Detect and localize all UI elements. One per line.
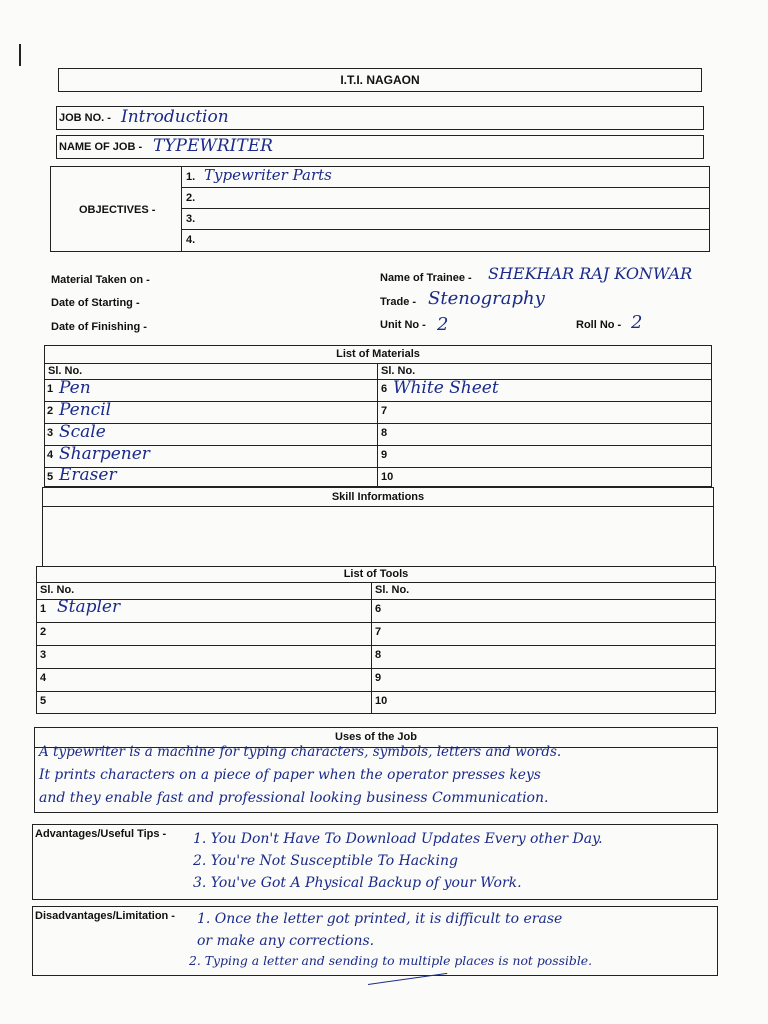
date-starting-label: Date of Starting - — [51, 297, 140, 309]
materials-table: List of Materials Sl. No. Sl. No. 1 Pen 2 Pencil 3 Scale 4 Sharpener 5 Eraser 6 White Sheet 7 8 9 10 — [44, 345, 712, 487]
materials-col-header-right: Sl. No. — [381, 365, 416, 377]
institute-title: I.T.I. NAGAON — [340, 73, 420, 87]
materials-title: List of Materials — [336, 348, 420, 360]
uses-title: Uses of the Job — [335, 731, 417, 743]
advantages-line-1: 1. You Don't Have To Download Updates Every other Day. — [193, 831, 603, 847]
trade-value: Stenography — [428, 288, 545, 309]
advantages-box — [32, 824, 718, 900]
tools-col-header-right: Sl. No. — [375, 584, 410, 596]
objectives-box — [50, 166, 710, 252]
advantages-label: Advantages/Useful Tips - — [35, 828, 167, 840]
material-item: White Sheet — [393, 378, 499, 398]
uses-line-2: It prints characters on a piece of paper when the operator presses keys — [39, 767, 541, 783]
job-no-label: JOB NO. - — [59, 112, 111, 124]
material-item: Scale — [59, 422, 106, 442]
trade-label: Trade - — [380, 296, 417, 308]
tools-col-header-left: Sl. No. — [40, 584, 75, 596]
objective-row-1: 1. Typewriter Parts — [182, 167, 709, 188]
header-box — [58, 68, 702, 92]
pen-mark — [19, 44, 21, 66]
disadvantages-box — [32, 906, 718, 976]
disadvantages-line-3: 2. Typing a letter and sending to multiple places is not possible. — [189, 953, 593, 968]
materials-col-header-left: Sl. No. — [48, 365, 83, 377]
job-name-label: NAME OF JOB - — [59, 141, 143, 153]
uses-line-1: A typewriter is a machine for typing characters, symbols, letters and words. — [39, 744, 562, 760]
uses-box — [34, 727, 718, 813]
roll-value: 2 — [631, 312, 643, 333]
objective-row-2: 2. — [182, 188, 709, 209]
unit-label: Unit No - — [380, 319, 426, 331]
objective-row-4: 4. — [186, 234, 196, 246]
trainee-label: Name of Trainee - — [380, 272, 472, 284]
job-name-value: TYPEWRITER — [153, 136, 273, 156]
job-name-box — [56, 135, 704, 159]
tools-title: List of Tools — [343, 568, 409, 580]
objectives-label: OBJECTIVES - — [79, 204, 156, 216]
objective-row-3: 3. — [182, 209, 709, 230]
advantages-line-3: 3. You've Got A Physical Backup of your Work. — [193, 875, 522, 891]
trainee-value: SHEKHAR RAJ KONWAR — [488, 264, 693, 283]
skills-box — [42, 487, 714, 567]
advantages-line-2: 2. You're Not Susceptible To Hacking — [193, 853, 458, 869]
disadvantages-line-2: or make any corrections. — [197, 933, 375, 949]
tools-table: List of Tools Sl. No. Sl. No. 1 Stapler 2 3 4 5 6 7 8 9 10 — [36, 566, 716, 714]
tool-item: Stapler — [57, 597, 121, 617]
uses-line-3: and they enable fast and professional looking business Communication. — [39, 790, 549, 806]
disadvantages-label: Disadvantages/Limitation - — [35, 910, 175, 922]
material-item: Sharpener — [59, 444, 150, 464]
roll-label: Roll No - — [576, 319, 622, 331]
objective-text-1: Typewriter Parts — [204, 166, 332, 184]
unit-value: 2 — [437, 314, 449, 335]
material-item: Pencil — [59, 400, 112, 420]
material-item: Pen — [59, 378, 91, 398]
material-taken-label: Material Taken on - — [51, 274, 150, 286]
job-no-value: Introduction — [121, 107, 229, 127]
date-finishing-label: Date of Finishing - — [51, 321, 147, 333]
skills-title: Skill Informations — [331, 491, 425, 503]
material-item: Eraser — [59, 465, 117, 485]
disadvantages-line-1: 1. Once the letter got printed, it is difficult to erase — [197, 911, 563, 927]
job-no-box — [56, 106, 704, 130]
